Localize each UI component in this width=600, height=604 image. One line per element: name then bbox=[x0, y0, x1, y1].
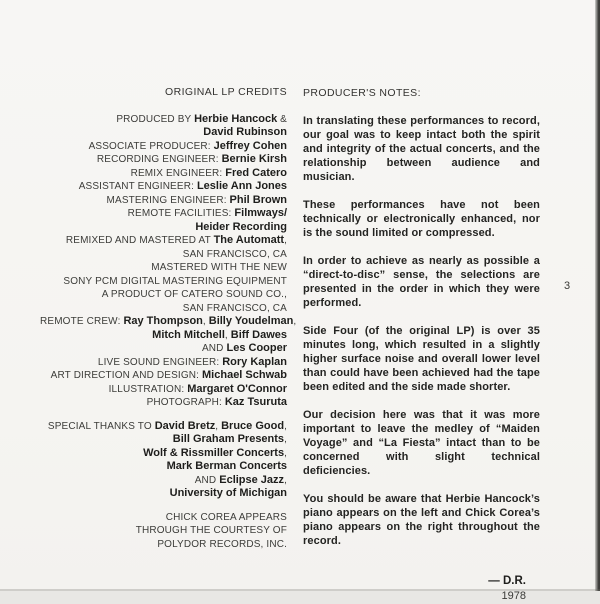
notes-body bbox=[303, 114, 540, 548]
notes-column bbox=[303, 86, 540, 604]
credit-block bbox=[40, 112, 297, 410]
credit-line bbox=[40, 315, 297, 329]
credit-name: Wolf & Rissmiller Concerts bbox=[143, 446, 285, 459]
credit-role: , bbox=[224, 329, 231, 341]
notes-paragraph: In order to achieve as nearly as possible a “direct-to-disc” sense, the selections are presented in the order in which they were performed. bbox=[303, 255, 540, 309]
credit-line bbox=[40, 329, 287, 343]
credit-line bbox=[40, 342, 287, 356]
credit-line bbox=[40, 538, 287, 552]
credit-name: Filmways/ bbox=[234, 207, 287, 219]
signature-initials: — D.R. bbox=[488, 575, 526, 587]
credit-line bbox=[40, 140, 287, 154]
credit-name: Mitch Mitchell bbox=[152, 328, 225, 341]
credit-role: CHICK COREA APPEARS bbox=[165, 511, 287, 523]
credit-role: REMIXED AND MASTERED AT bbox=[65, 235, 214, 246]
credit-line bbox=[40, 511, 287, 525]
credit-role: SAN FRANCISCO, CA bbox=[182, 302, 287, 314]
credit-role: REMIX ENGINEER: bbox=[130, 167, 226, 179]
credit-line bbox=[40, 474, 287, 488]
credit-line bbox=[40, 221, 287, 235]
notes-paragraph: You should be aware that Herbie Hancock’s piano appears on the left and Chick Corea’s piano appears on the right throughout the record. bbox=[303, 493, 540, 547]
credit-name: Mark Berman Concerts bbox=[166, 460, 287, 472]
credit-role: MASTERING ENGINEER: bbox=[106, 194, 230, 206]
credit-role: ASSISTANT ENGINEER: bbox=[78, 181, 197, 192]
credit-role: SONY PCM DIGITAL MASTERING EQUIPMENT bbox=[63, 275, 287, 287]
credit-name: David Rubinson bbox=[203, 126, 287, 138]
credits-heading: ORIGINAL LP CREDITS bbox=[165, 86, 287, 98]
credit-role: , bbox=[284, 235, 287, 246]
credit-role: AND bbox=[201, 343, 227, 354]
credit-line bbox=[40, 167, 287, 181]
page-edge-shadow bbox=[595, 0, 600, 591]
credit-name: Margaret O'Connor bbox=[187, 382, 287, 395]
credit-line bbox=[40, 420, 287, 434]
credit-line bbox=[40, 302, 287, 316]
credit-line bbox=[40, 487, 287, 501]
notes-paragraph: Side Four (of the original LP) is over 35 minutes long, which resulted in a slightly higher surface noise and overall lower level than could have been achieved had the tape been edited and the side made shorter. bbox=[303, 325, 540, 393]
credit-line bbox=[40, 447, 287, 461]
credit-name: Herbie Hancock bbox=[194, 112, 278, 125]
signature-year: 1978 bbox=[501, 590, 526, 602]
credit-name: Bill Graham Presents bbox=[172, 433, 285, 445]
credit-name: Kaz Tsuruta bbox=[224, 396, 287, 408]
credit-line bbox=[40, 180, 287, 194]
credit-name: Jeffrey Cohen bbox=[213, 139, 287, 152]
credit-name: Fred Catero bbox=[225, 166, 287, 179]
credit-role: , bbox=[293, 316, 297, 327]
credit-role: , bbox=[215, 420, 222, 432]
credit-line bbox=[40, 207, 287, 221]
credit-line bbox=[40, 113, 287, 127]
notes-paragraph: These performances have not been technically or electronically enhanced, nor is the sound limited or compressed. bbox=[303, 199, 540, 239]
credit-line bbox=[40, 460, 287, 474]
credit-role: SAN FRANCISCO, CA bbox=[182, 248, 287, 260]
credit-name: Biff Dawes bbox=[230, 328, 287, 341]
notes-paragraph: Our decision here was that it was more important to leave the medley of “Maiden Voyage” and “La Fiesta” intact than to be concerned with slight technical deficiencies. bbox=[303, 409, 540, 477]
credit-line bbox=[40, 248, 287, 262]
credit-name: Eclipse Jazz bbox=[219, 473, 285, 486]
credit-line bbox=[40, 261, 287, 275]
credit-role: ASSOCIATE PRODUCER: bbox=[88, 140, 214, 152]
credit-line bbox=[40, 383, 287, 397]
credit-line bbox=[40, 356, 287, 370]
credit-role: THROUGH THE COURTESY OF bbox=[135, 525, 287, 536]
credit-name: David Bretz bbox=[154, 419, 216, 432]
credit-role: LIVE SOUND ENGINEER: bbox=[97, 356, 223, 368]
credit-name: Leslie Ann Jones bbox=[196, 180, 287, 192]
credit-role: AND bbox=[194, 474, 220, 486]
credit-block bbox=[40, 511, 287, 552]
credit-role: PRODUCED BY bbox=[116, 113, 195, 125]
credit-line bbox=[40, 153, 287, 167]
page-number: 3 bbox=[564, 280, 571, 292]
credit-line bbox=[40, 194, 287, 208]
credit-role: POLYDOR RECORDS, INC. bbox=[157, 538, 287, 550]
credit-name: Billy Youdelman bbox=[208, 315, 294, 327]
credit-name: Phil Brown bbox=[229, 193, 287, 206]
credit-role: REMOTE FACILITIES: bbox=[127, 208, 235, 219]
credit-role: SPECIAL THANKS TO bbox=[47, 420, 155, 432]
credit-name: Heider Recording bbox=[195, 220, 287, 233]
credit-name: Bruce Good bbox=[221, 419, 285, 432]
credit-role: , bbox=[202, 316, 209, 327]
credit-name: University of Michigan bbox=[169, 487, 287, 499]
credit-role: A PRODUCT OF CATERO SOUND CO., bbox=[101, 289, 287, 300]
credit-role: REMOTE CREW: bbox=[40, 316, 124, 327]
credit-line bbox=[40, 396, 287, 410]
credit-role: , bbox=[284, 474, 287, 486]
credits-column bbox=[40, 86, 297, 551]
credit-line bbox=[40, 126, 287, 140]
credit-name: Michael Schwab bbox=[202, 369, 287, 381]
credit-line bbox=[40, 369, 287, 383]
credit-role: RECORDING ENGINEER: bbox=[96, 154, 222, 165]
credit-role: MASTERED WITH THE NEW bbox=[151, 262, 287, 273]
credit-line bbox=[40, 288, 287, 302]
credit-role: , bbox=[284, 447, 287, 459]
page-bottom-shadow bbox=[0, 589, 600, 591]
credit-role: & bbox=[277, 113, 287, 125]
credit-line bbox=[40, 275, 287, 289]
credit-role: ILLUSTRATION: bbox=[108, 383, 188, 395]
credits-list bbox=[40, 112, 297, 552]
credit-line bbox=[40, 524, 287, 538]
credit-role: PHOTOGRAPH: bbox=[146, 397, 225, 408]
credit-name: Ray Thompson bbox=[123, 315, 203, 327]
credit-line bbox=[40, 234, 287, 248]
credit-name: Bernie Kirsh bbox=[221, 153, 287, 165]
credit-line bbox=[40, 433, 287, 447]
notes-paragraph: In translating these performances to record, our goal was to keep intact both the spirit and integrity of the actual concerts, and the relationship between audience and musician. bbox=[303, 115, 540, 183]
credit-role: , bbox=[284, 434, 287, 445]
credit-block bbox=[40, 420, 287, 501]
notes-heading: PRODUCER'S NOTES: bbox=[303, 87, 421, 99]
credit-name: Les Cooper bbox=[226, 342, 287, 354]
credit-name: The Automatt bbox=[213, 234, 285, 246]
credit-role: ART DIRECTION AND DESIGN: bbox=[50, 370, 203, 381]
credit-role: , bbox=[284, 420, 287, 432]
credit-name: Rory Kaplan bbox=[222, 355, 287, 368]
